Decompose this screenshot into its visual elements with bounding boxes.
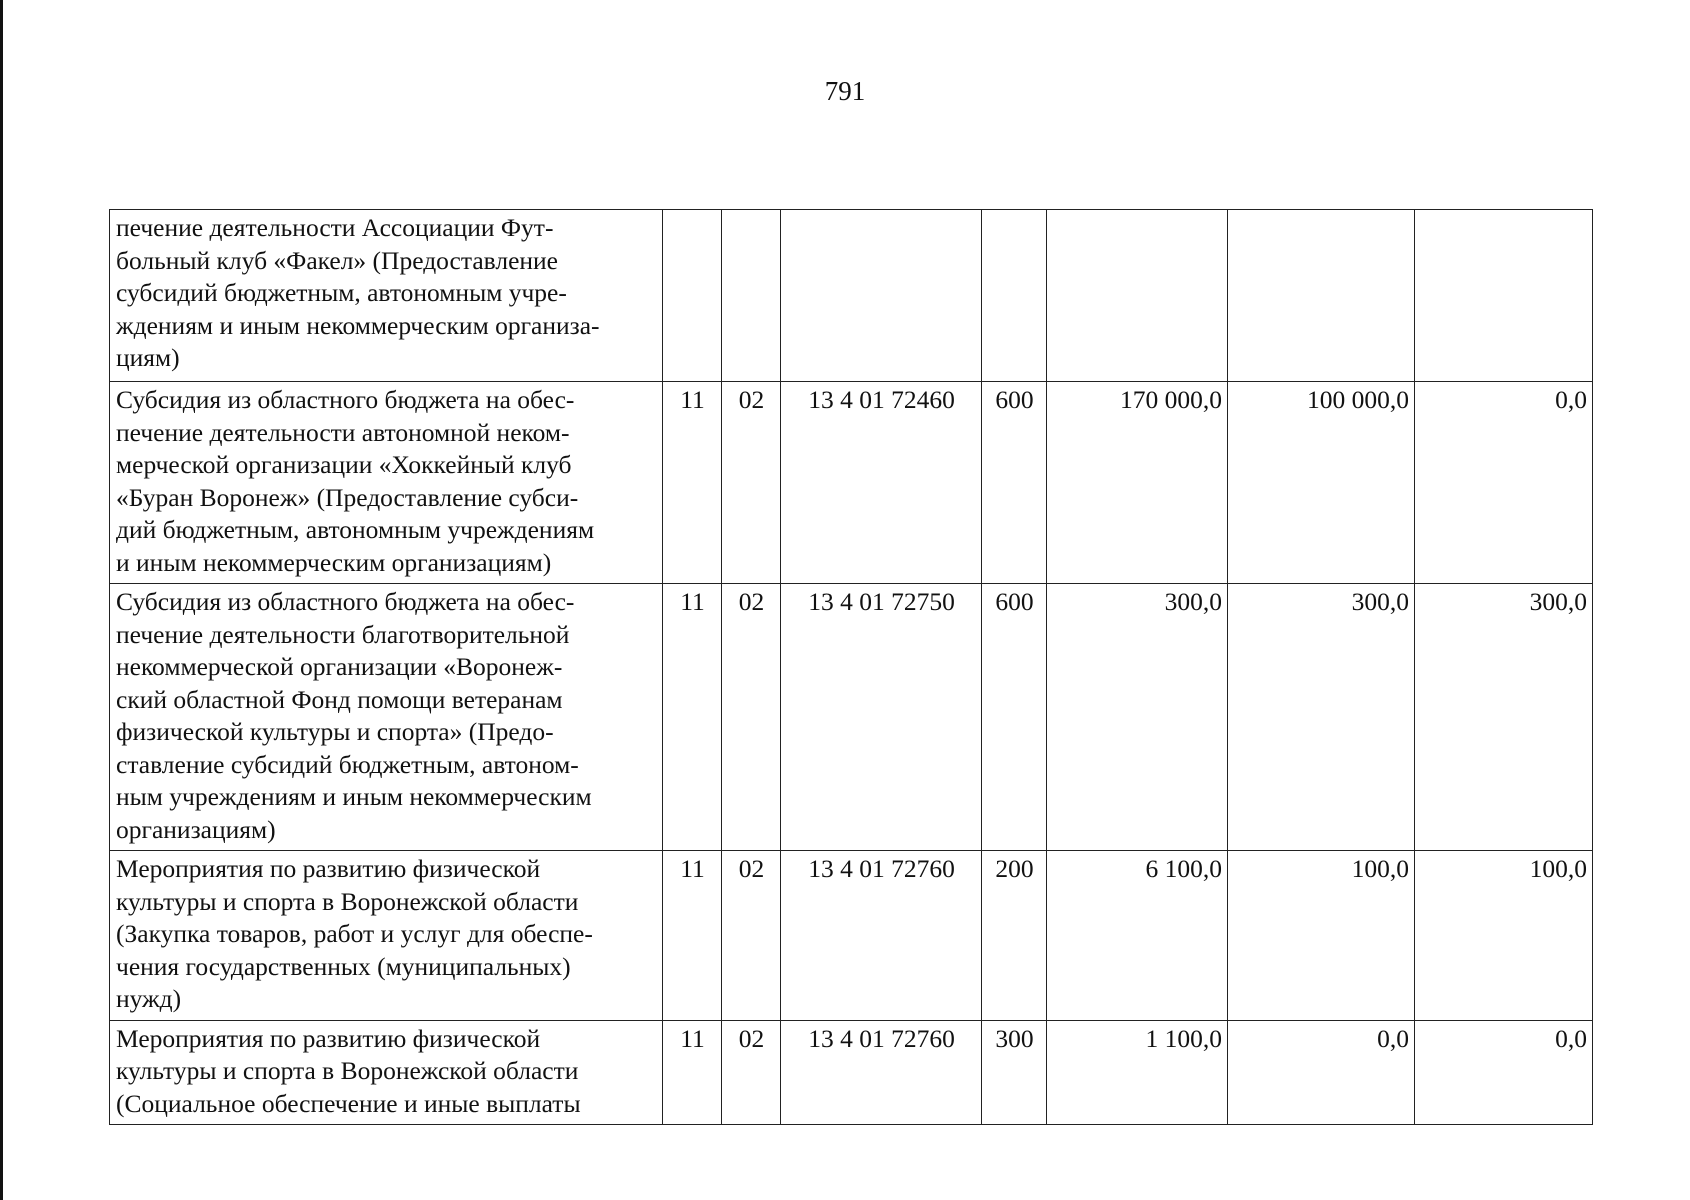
description-line: печение деятельности благотворительной [116, 619, 570, 649]
target-article-cell: 13 4 01 72760 [781, 1020, 982, 1125]
table-row [110, 584, 1593, 851]
description-line: некоммерческой организации «Воронеж- [116, 652, 563, 681]
expense-type-cell: 600 [982, 584, 1047, 851]
description-line: Субсидия из областного бюджета на обес- [116, 587, 575, 616]
description-cell [110, 1020, 663, 1125]
description-line: печение деятельности автономной неком- [116, 417, 570, 447]
amount-cell-3 [1415, 210, 1593, 382]
description-line: физической культуры и спорта» (Предо- [116, 717, 554, 746]
description-line: (Закупка товаров, работ и услуг для обеспе- [116, 919, 593, 948]
description-cell [110, 584, 663, 851]
table-row [110, 382, 1593, 584]
amount-cell-2: 100 000,0 [1228, 382, 1415, 584]
description-line: и иным некоммерческим организациям) [116, 547, 552, 577]
table-row [110, 210, 1593, 382]
description-line: организациям) [116, 814, 276, 844]
amount-cell-2 [1228, 210, 1415, 382]
description-line: «Буран Воронеж» (Предоставление субси- [116, 482, 579, 512]
table-row [110, 851, 1593, 1021]
description-line: ным учреждениям и иным некоммерческим [116, 782, 592, 811]
description-line: Мероприятия по развитию физической [116, 854, 541, 883]
amount-cell-2: 100,0 [1228, 851, 1415, 1021]
amount-cell-1: 1 100,0 [1047, 1020, 1228, 1125]
description-line: культуры и спорта в Воронежской области [116, 1056, 579, 1085]
section-cell: 11 [663, 584, 722, 851]
description-line: Субсидия из областного бюджета на обес- [116, 385, 575, 414]
subsection-cell: 02 [722, 851, 781, 1021]
expense-type-cell: 600 [982, 382, 1047, 584]
subsection-cell: 02 [722, 1020, 781, 1125]
description-line: нужд) [116, 984, 182, 1013]
description-line: чения государственных (муниципальных) [116, 951, 571, 981]
description-line: культуры и спорта в Воронежской области [116, 886, 579, 916]
scan-edge-line [0, 0, 3, 1200]
amount-cell-3: 0,0 [1415, 382, 1593, 584]
description-cell [110, 382, 663, 584]
target-article-cell [781, 210, 982, 382]
page-number: 791 [824, 76, 866, 106]
amount-cell-3: 300,0 [1415, 584, 1593, 851]
section-cell [663, 210, 722, 382]
expense-type-cell [982, 210, 1047, 382]
description-line: дий бюджетным, автономным учреждениям [116, 515, 595, 544]
description-line: Мероприятия по развитию физической [116, 1023, 541, 1053]
amount-cell-3: 0,0 [1415, 1020, 1593, 1125]
amount-cell-3: 100,0 [1415, 851, 1593, 1021]
description-line: мерческой организации «Хоккейный клуб [116, 450, 572, 479]
target-article-cell: 13 4 01 72750 [781, 584, 982, 851]
target-article-cell: 13 4 01 72460 [781, 382, 982, 584]
description-line: больный клуб «Факел» (Предоставление [116, 245, 559, 275]
section-cell: 11 [663, 382, 722, 584]
target-article-cell: 13 4 01 72760 [781, 851, 982, 1021]
section-cell: 11 [663, 851, 722, 1021]
section-cell: 11 [663, 1020, 722, 1125]
expense-type-cell: 200 [982, 851, 1047, 1021]
subsection-cell: 02 [722, 584, 781, 851]
budget-table [109, 209, 1593, 1125]
description-line: ставление субсидий бюджетным, автоном- [116, 749, 579, 779]
description-line: ждениям и иным некоммерческим организа- [116, 310, 600, 340]
description-line: циям) [116, 343, 180, 372]
description-line: (Социальное обеспечение и иные выплаты [116, 1088, 581, 1118]
table-row [110, 1020, 1593, 1125]
amount-cell-2: 300,0 [1228, 584, 1415, 851]
amount-cell-2: 0,0 [1228, 1020, 1415, 1125]
description-line: субсидий бюджетным, автономным учре- [116, 278, 567, 307]
amount-cell-1: 170 000,0 [1047, 382, 1228, 584]
description-cell [110, 210, 663, 382]
expense-type-cell: 300 [982, 1020, 1047, 1125]
amount-cell-1: 6 100,0 [1047, 851, 1228, 1021]
subsection-cell [722, 210, 781, 382]
amount-cell-1: 300,0 [1047, 584, 1228, 851]
description-line: печение деятельности Ассоциации Фут- [116, 213, 554, 242]
description-line: ский областной Фонд помощи ветеранам [116, 684, 563, 714]
subsection-cell: 02 [722, 382, 781, 584]
amount-cell-1 [1047, 210, 1228, 382]
description-cell [110, 851, 663, 1021]
